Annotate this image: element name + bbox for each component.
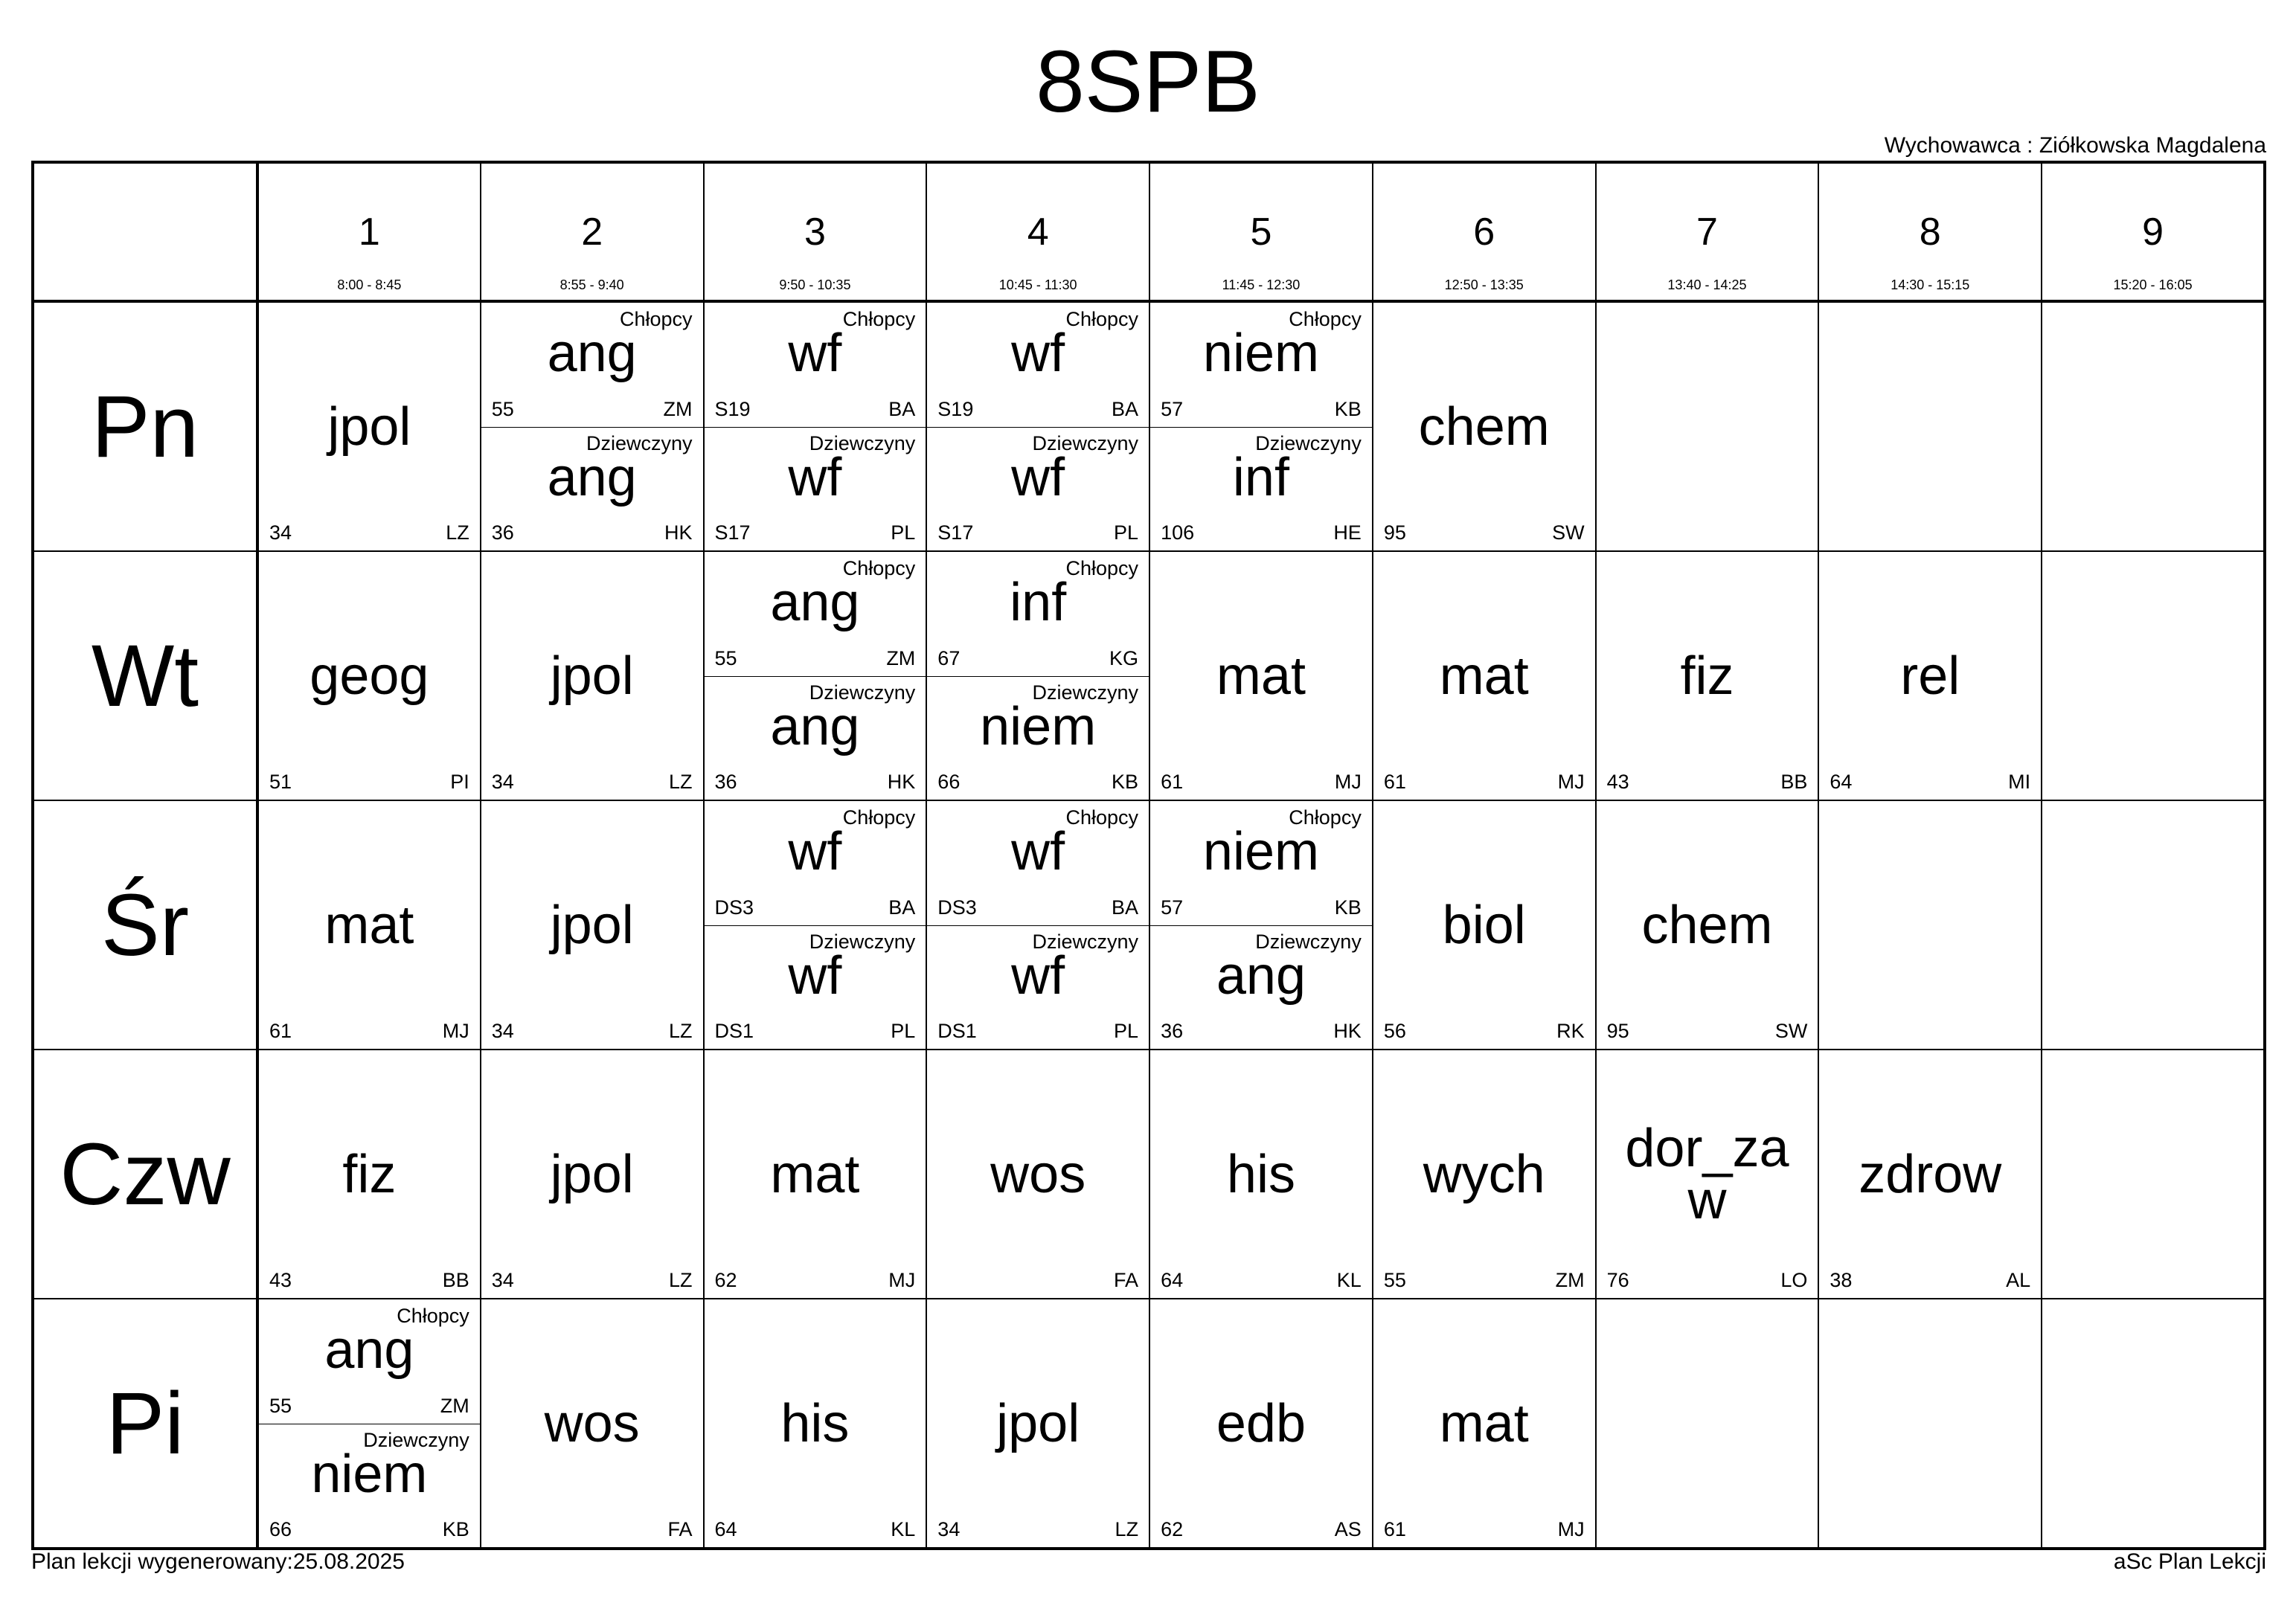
lesson-cell [926, 1050, 1149, 1299]
group-name: Chłopcy [1065, 308, 1139, 330]
subject: geog [310, 646, 429, 706]
subject: fiz [1680, 646, 1734, 706]
room-number: DS1 [937, 1020, 977, 1042]
period-header-4 [926, 162, 1149, 301]
lesson-cell [1373, 800, 1596, 1050]
room-number: 55 [491, 397, 514, 420]
empty-cell [2042, 551, 2265, 800]
period-number: 6 [1473, 210, 1495, 254]
room-number: S19 [937, 397, 974, 420]
group-name: Chłopcy [397, 1305, 469, 1327]
teacher-code: PL [891, 1020, 916, 1042]
lesson-cell [257, 1299, 481, 1549]
teacher-code: LZ [669, 1269, 693, 1291]
subject: wf [788, 822, 842, 881]
lesson-cell [926, 800, 1149, 1050]
teacher-code: KG [1109, 646, 1139, 669]
page-title: 8SPB [1036, 33, 1260, 131]
period-header-row [33, 162, 2265, 301]
teacher-code: HK [887, 771, 916, 793]
lesson-cell [1149, 800, 1373, 1050]
group-lesson [705, 676, 926, 800]
teacher-code: LZ [446, 521, 469, 544]
lesson [1373, 1050, 1595, 1298]
period-header-1 [257, 162, 481, 301]
lesson-cell [704, 800, 927, 1050]
teacher-code: ZM [663, 397, 693, 420]
room-number: 64 [714, 1518, 737, 1540]
room-number: 36 [491, 521, 514, 544]
lesson [705, 1299, 926, 1547]
subject: wf [1011, 945, 1065, 1006]
teacher-code: AL [2006, 1269, 2031, 1291]
room-number: S17 [714, 521, 751, 544]
teacher-code: KL [891, 1518, 916, 1540]
lesson [1597, 801, 1818, 1049]
room-number: 76 [1606, 1269, 1629, 1291]
day-cell [33, 800, 257, 1050]
lesson [1597, 1050, 1818, 1298]
teacher-code: MJ [1557, 771, 1585, 793]
subject: mat [770, 1144, 860, 1204]
subject: wych [1423, 1144, 1545, 1204]
group-lesson [927, 801, 1149, 926]
teacher-code: FA [1114, 1269, 1139, 1291]
teacher-code: HK [1333, 1020, 1362, 1042]
period-time: 9:50 - 10:35 [779, 277, 851, 292]
subject: jpol [327, 396, 411, 457]
group-lesson [1150, 427, 1372, 551]
room-number: 61 [1383, 771, 1406, 793]
subject: wf [1011, 324, 1065, 383]
lesson-cell [1373, 301, 1596, 551]
empty-cell [2042, 1299, 2265, 1549]
room-number: 57 [1161, 397, 1184, 420]
lesson [1150, 1050, 1372, 1298]
subject: wf [788, 447, 842, 507]
subject: ang [1216, 945, 1306, 1006]
subject: wf [788, 324, 842, 383]
subject: mat [1439, 646, 1529, 706]
period-time: 14:30 - 15:15 [1891, 277, 1970, 292]
lesson-cell [1373, 1299, 1596, 1549]
group-lesson [259, 1299, 480, 1424]
lesson-cell [926, 1299, 1149, 1549]
empty-cell [2042, 301, 2265, 551]
lesson [1373, 801, 1595, 1049]
lesson-cell [1818, 1050, 2042, 1299]
room-number: 34 [491, 1269, 514, 1291]
subject: niem [311, 1444, 428, 1504]
room-number: DS3 [937, 896, 977, 919]
lesson-cell [257, 301, 481, 551]
room-number: 95 [1383, 521, 1406, 544]
teacher-code: RK [1556, 1020, 1585, 1042]
room-number: DS3 [714, 896, 754, 919]
lesson [1819, 552, 2041, 800]
room-number: 62 [1161, 1518, 1184, 1540]
period-time: 13:40 - 14:25 [1667, 277, 1747, 292]
teacher-code: KB [442, 1518, 469, 1540]
day-name: Wt [91, 626, 199, 725]
teacher-code: ZM [886, 646, 916, 669]
room-number: 34 [269, 521, 292, 544]
lesson-cell [1149, 1299, 1373, 1549]
room-number: 67 [937, 646, 961, 669]
subject: ang [324, 1320, 414, 1380]
teacher-code: SW [1552, 521, 1585, 544]
period-number: 7 [1696, 210, 1718, 254]
teacher-code: PI [450, 771, 469, 793]
group-lesson [927, 552, 1149, 677]
subject: his [1226, 1144, 1295, 1204]
group-lesson [259, 1424, 480, 1548]
subject: wos [544, 1393, 640, 1453]
period-header-7 [1596, 162, 1819, 301]
subject: his [780, 1393, 850, 1453]
subject: rel [1900, 646, 1960, 706]
teacher-code: FA [667, 1518, 693, 1540]
period-header-3 [704, 162, 927, 301]
subject: jpol [550, 895, 634, 955]
lesson-cell [257, 551, 481, 800]
lesson [481, 1050, 703, 1298]
group-lesson [927, 676, 1149, 800]
room-number: 36 [1161, 1020, 1184, 1042]
lesson [1150, 552, 1372, 800]
lesson-cell [481, 301, 704, 551]
teacher-code: BA [888, 896, 916, 919]
room-number: 36 [714, 771, 737, 793]
subject: wf [1011, 822, 1065, 881]
group-lesson [927, 925, 1149, 1050]
room-number: 95 [1606, 1020, 1629, 1042]
teacher-code: BA [888, 397, 916, 420]
period-time: 15:20 - 16:05 [2113, 277, 2193, 292]
subject: zdrow [1859, 1144, 2002, 1204]
subject: ang [547, 324, 637, 383]
timetable-grid [31, 161, 2266, 1550]
group-lesson [1150, 925, 1372, 1050]
teacher-code: BA [1112, 397, 1139, 420]
group-lesson [705, 552, 926, 677]
group-lesson [481, 427, 703, 551]
software-credit: aSc Plan Lekcji [2113, 1549, 2266, 1574]
subject: jpol [996, 1393, 1080, 1453]
teacher-code: HE [1333, 521, 1362, 544]
teacher-code: MJ [1557, 1518, 1585, 1540]
lesson [1373, 303, 1595, 550]
room-number: 43 [1606, 771, 1629, 793]
lesson-cell [704, 1299, 927, 1549]
day-cell [33, 301, 257, 551]
group-lesson [705, 801, 926, 926]
lesson [927, 1050, 1149, 1298]
teacher-code: PL [1114, 1020, 1139, 1042]
group-name: Chłopcy [1065, 557, 1139, 579]
room-number: S17 [937, 521, 974, 544]
lesson-cell [257, 800, 481, 1050]
lesson-cell [1596, 1050, 1819, 1299]
empty-cell [2042, 800, 2265, 1050]
teacher-code: ZM [1555, 1269, 1585, 1291]
lesson-cell [704, 301, 927, 551]
room-number: 34 [937, 1518, 961, 1540]
lesson [259, 552, 480, 800]
period-header-2 [481, 162, 704, 301]
lesson [481, 801, 703, 1049]
lesson-cell [481, 551, 704, 800]
period-number: 3 [804, 210, 826, 254]
lesson [1819, 1050, 2041, 1298]
lesson-cell [1149, 301, 1373, 551]
group-lesson [705, 303, 926, 428]
teacher-code: KB [1334, 896, 1362, 919]
room-number: 64 [1830, 771, 1853, 793]
room-number: 51 [269, 771, 292, 793]
group-lesson [705, 925, 926, 1050]
day-name: Pi [106, 1374, 185, 1473]
group-name: Dziewczyny [809, 930, 916, 953]
lesson-cell [926, 551, 1149, 800]
period-number: 8 [1919, 210, 1941, 254]
subject: wos [990, 1144, 1086, 1204]
room-number: 55 [269, 1394, 292, 1417]
period-number: 2 [581, 210, 603, 254]
group-lesson [927, 303, 1149, 428]
teacher-code: KB [1334, 397, 1362, 420]
lesson [705, 1050, 926, 1298]
corner-cell [33, 162, 257, 301]
day-name: Czw [60, 1125, 231, 1224]
lesson-cell [257, 1050, 481, 1299]
teacher-code: MJ [1334, 771, 1362, 793]
lesson-cell [1373, 551, 1596, 800]
teacher-code: LZ [669, 1020, 693, 1042]
group-name: Dziewczyny [1032, 431, 1139, 454]
room-number: 56 [1383, 1020, 1406, 1042]
subject: biol [1442, 895, 1526, 955]
homeroom-teacher: Wychowawca : Ziółkowska Magdalena [1884, 133, 2266, 158]
lesson [481, 552, 703, 800]
teacher-code: BB [1780, 771, 1808, 793]
period-time: 8:55 - 9:40 [559, 277, 624, 292]
lesson-cell [481, 800, 704, 1050]
lesson-cell [704, 1050, 927, 1299]
teacher-code: KL [1336, 1269, 1362, 1291]
subject: ang [770, 573, 860, 632]
group-name: Dziewczyny [586, 431, 693, 454]
teacher-code: BA [1112, 896, 1139, 919]
room-number: 61 [1383, 1518, 1406, 1540]
teacher-code: AS [1334, 1518, 1362, 1540]
teacher-code: BB [442, 1269, 469, 1291]
period-number: 4 [1027, 210, 1049, 254]
period-time: 10:45 - 11:30 [998, 277, 1077, 292]
period-time: 8:00 - 8:45 [337, 277, 402, 292]
lesson [259, 1050, 480, 1298]
period-header-5 [1149, 162, 1373, 301]
subject: jpol [550, 1144, 634, 1204]
room-number: 43 [269, 1269, 292, 1291]
day-name: Pn [91, 377, 199, 476]
empty-cell [1596, 1299, 1819, 1549]
teacher-code: ZM [440, 1394, 469, 1417]
day-row [33, 800, 2265, 1050]
subject: mat [1439, 1393, 1529, 1453]
group-name: Chłopcy [1289, 308, 1362, 330]
room-number: 66 [269, 1518, 292, 1540]
group-lesson [705, 427, 926, 551]
period-number: 9 [2142, 210, 2164, 254]
group-name: Dziewczyny [1032, 681, 1139, 704]
lesson [1150, 1299, 1372, 1547]
lesson-cell [1149, 551, 1373, 800]
lesson-cell [1596, 551, 1819, 800]
lesson-cell [704, 551, 927, 800]
subject: ang [770, 696, 860, 756]
subject: jpol [550, 646, 634, 706]
period-header-8 [1818, 162, 2042, 301]
subject: wf [788, 945, 842, 1006]
day-cell [33, 551, 257, 800]
lesson [1373, 552, 1595, 800]
group-lesson [1150, 801, 1372, 926]
room-number: DS1 [714, 1020, 754, 1042]
group-name: Dziewczyny [1255, 431, 1362, 454]
group-name: Chłopcy [1065, 806, 1139, 829]
lesson [927, 1299, 1149, 1547]
subject: inf [1010, 573, 1067, 632]
teacher-code: MJ [888, 1269, 916, 1291]
room-number: 38 [1830, 1269, 1853, 1291]
teacher-code: LZ [669, 771, 693, 793]
teacher-code: MI [2008, 771, 2031, 793]
teacher-code: PL [1114, 521, 1139, 544]
empty-cell [2042, 1050, 2265, 1299]
subject: edb [1216, 1393, 1306, 1453]
lesson [259, 303, 480, 550]
lesson-cell [481, 1050, 704, 1299]
group-lesson [1150, 303, 1372, 428]
empty-cell [1818, 301, 2042, 551]
room-number: S19 [714, 397, 751, 420]
teacher-code: HK [664, 521, 693, 544]
group-name: Dziewczyny [809, 431, 916, 454]
room-number: 55 [1383, 1269, 1406, 1291]
day-row [33, 301, 2265, 551]
group-name: Chłopcy [1289, 806, 1362, 829]
day-row [33, 551, 2265, 800]
room-number: 57 [1161, 896, 1184, 919]
subject: inf [1232, 447, 1289, 507]
group-name: Dziewczyny [1032, 930, 1139, 953]
group-name: Dziewczyny [809, 681, 916, 704]
lesson-cell [1818, 551, 2042, 800]
room-number: 61 [1161, 771, 1184, 793]
lesson [1373, 1299, 1595, 1547]
empty-cell [1818, 1299, 2042, 1549]
day-row [33, 1050, 2265, 1299]
subject: mat [1216, 646, 1306, 706]
group-name: Chłopcy [842, 308, 916, 330]
group-name: Chłopcy [842, 557, 916, 579]
day-cell [33, 1299, 257, 1549]
period-number: 1 [358, 210, 380, 254]
room-number: 34 [491, 771, 514, 793]
subject: ang [547, 447, 637, 507]
lesson-cell [1373, 1050, 1596, 1299]
empty-cell [1818, 800, 2042, 1050]
group-name: Dziewczyny [363, 1428, 469, 1451]
group-name: Chłopcy [842, 806, 916, 829]
subject: chem [1418, 396, 1550, 457]
generated-date: Plan lekcji wygenerowany:25.08.2025 [31, 1549, 405, 1574]
subject: niem [1202, 822, 1319, 881]
teacher-code: LZ [1115, 1518, 1139, 1540]
day-name: Śr [101, 875, 189, 974]
lesson-cell [926, 301, 1149, 551]
subject: wf [1011, 447, 1065, 507]
room-number: 62 [714, 1269, 737, 1291]
group-lesson [481, 303, 703, 428]
room-number: 61 [269, 1020, 292, 1042]
period-header-6 [1373, 162, 1596, 301]
room-number: 34 [491, 1020, 514, 1042]
lesson-cell [1596, 800, 1819, 1050]
room-number: 55 [714, 646, 737, 669]
period-time: 11:45 - 12:30 [1222, 277, 1301, 292]
lesson [259, 801, 480, 1049]
lesson-cell [1149, 1050, 1373, 1299]
subject: dor_za w [1625, 1118, 1789, 1230]
subject: mat [324, 895, 414, 955]
group-lesson [927, 427, 1149, 551]
room-number: 64 [1161, 1269, 1184, 1291]
lesson-cell [481, 1299, 704, 1549]
teacher-code: SW [1774, 1020, 1808, 1042]
teacher-code: LO [1780, 1269, 1808, 1291]
subject: chem [1641, 895, 1773, 955]
period-number: 5 [1250, 210, 1272, 254]
teacher-code: KB [1112, 771, 1139, 793]
room-number: 106 [1161, 521, 1195, 544]
lesson [1597, 552, 1818, 800]
empty-cell [1596, 301, 1819, 551]
day-cell [33, 1050, 257, 1299]
subject: niem [1202, 324, 1319, 383]
subject: niem [980, 696, 1097, 756]
period-header-9 [2042, 162, 2265, 301]
room-number: 66 [937, 771, 961, 793]
lesson [481, 1299, 703, 1547]
group-name: Chłopcy [619, 308, 693, 330]
subject: fiz [342, 1144, 397, 1204]
period-time: 12:50 - 13:35 [1444, 277, 1524, 292]
day-row [33, 1299, 2265, 1549]
group-name: Dziewczyny [1255, 930, 1362, 953]
teacher-code: PL [891, 521, 916, 544]
teacher-code: MJ [442, 1020, 469, 1042]
